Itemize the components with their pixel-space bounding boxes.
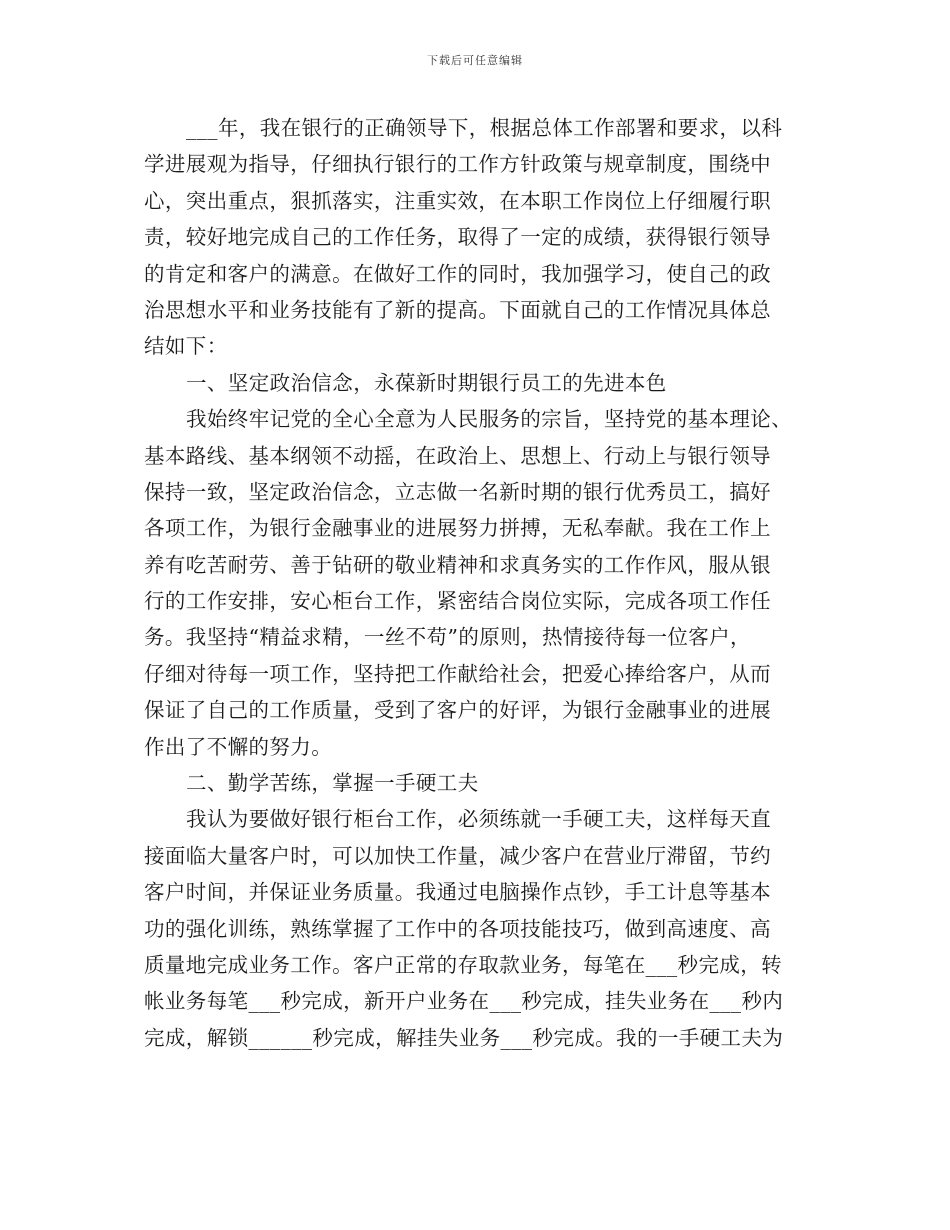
paragraph-line: 结如下： [144, 334, 228, 359]
paragraph-line: 基本路线、基本纲领不动摇，在政治上、思想上、行动上与银行领导 [144, 443, 771, 468]
paragraph-line: 行的工作安排，安心柜台工作，紧密结合岗位实际，完成各项工作任 [144, 589, 771, 614]
paragraph-line: 仔细对待每一项工作，坚持把工作献给社会，把爱心捧给客户，从而 [144, 661, 771, 686]
paragraph-line: 帐业务每笔___秒完成，新开户业务在___秒完成，挂失业务在___秒内 [144, 989, 784, 1014]
paragraph-line: 心，突出重点，狠抓落实，注重实效，在本职工作岗位上仔细履行职 [144, 188, 771, 213]
paragraph-line: 学进展观为指导，仔细执行银行的工作方针政策与规章制度，围绕中 [144, 152, 771, 177]
document-body [144, 110, 806, 1056]
paragraph-line: ___年，我在银行的正确领导下，根据总体工作部署和要求，以科 [186, 116, 783, 140]
paragraph-line: 保证了自己的工作质量，受到了客户的好评，为银行金融事业的进展 [144, 698, 771, 723]
paragraph-line: 接面临大量客户时，可以加快工作量，减少客户在营业厅滞留，节约 [144, 843, 771, 868]
paragraph-line: 功的强化训练，熟练掌握了工作中的各项技能技巧，做到高速度、高 [144, 916, 771, 941]
paragraph-line: 我认为要做好银行柜台工作，必须练就一手硬工夫，这样每天直 [186, 807, 772, 832]
paragraph-line: 质量地完成业务工作。客户正常的存取款业务，每笔在___秒完成，转 [144, 952, 783, 977]
section-heading: 二、勤学苦练，掌握一手硬工夫 [186, 771, 479, 796]
paragraph-line: 保持一致，坚定政治信念，立志做一名新时期的银行优秀员工，搞好 [144, 479, 771, 504]
paragraph-line: 责，较好地完成自己的工作任务，取得了一定的成绩，获得银行领导 [144, 225, 771, 250]
paragraph-line: 各项工作，为银行金融事业的进展努力拼搏，无私奉献。我在工作上 [144, 516, 771, 541]
paragraph-line: 完成，解锁______秒完成，解挂失业务___秒完成。我的一手硬工夫为 [144, 1025, 784, 1050]
paragraph-line: 客户时间，并保证业务质量。我通过电脑操作点钞，手工计息等基本 [144, 880, 771, 905]
paragraph-line: 作出了不懈的努力。 [144, 734, 333, 759]
paragraph-line: 治思想水平和业务技能有了新的提高。下面就自己的工作情况具体总 [144, 297, 771, 322]
section-heading: 一、坚定政治信念，永葆新时期银行员工的先进本色 [186, 370, 667, 395]
paragraph-line: 养有吃苦耐劳、善于钻研的敬业精神和求真务实的工作作风，服从银 [144, 552, 771, 577]
paragraph-line: 的肯定和客户的满意。在做好工作的同时，我加强学习，使自己的政 [144, 261, 771, 286]
paragraph-line: 务。我坚持“精益求精，一丝不苟”的原则，热情接待每一位客户， [144, 625, 751, 650]
page-header: 下载后可任意编辑 [427, 54, 523, 67]
paragraph-line: 我始终牢记党的全心全意为人民服务的宗旨，坚持党的基本理论、 [186, 407, 793, 432]
